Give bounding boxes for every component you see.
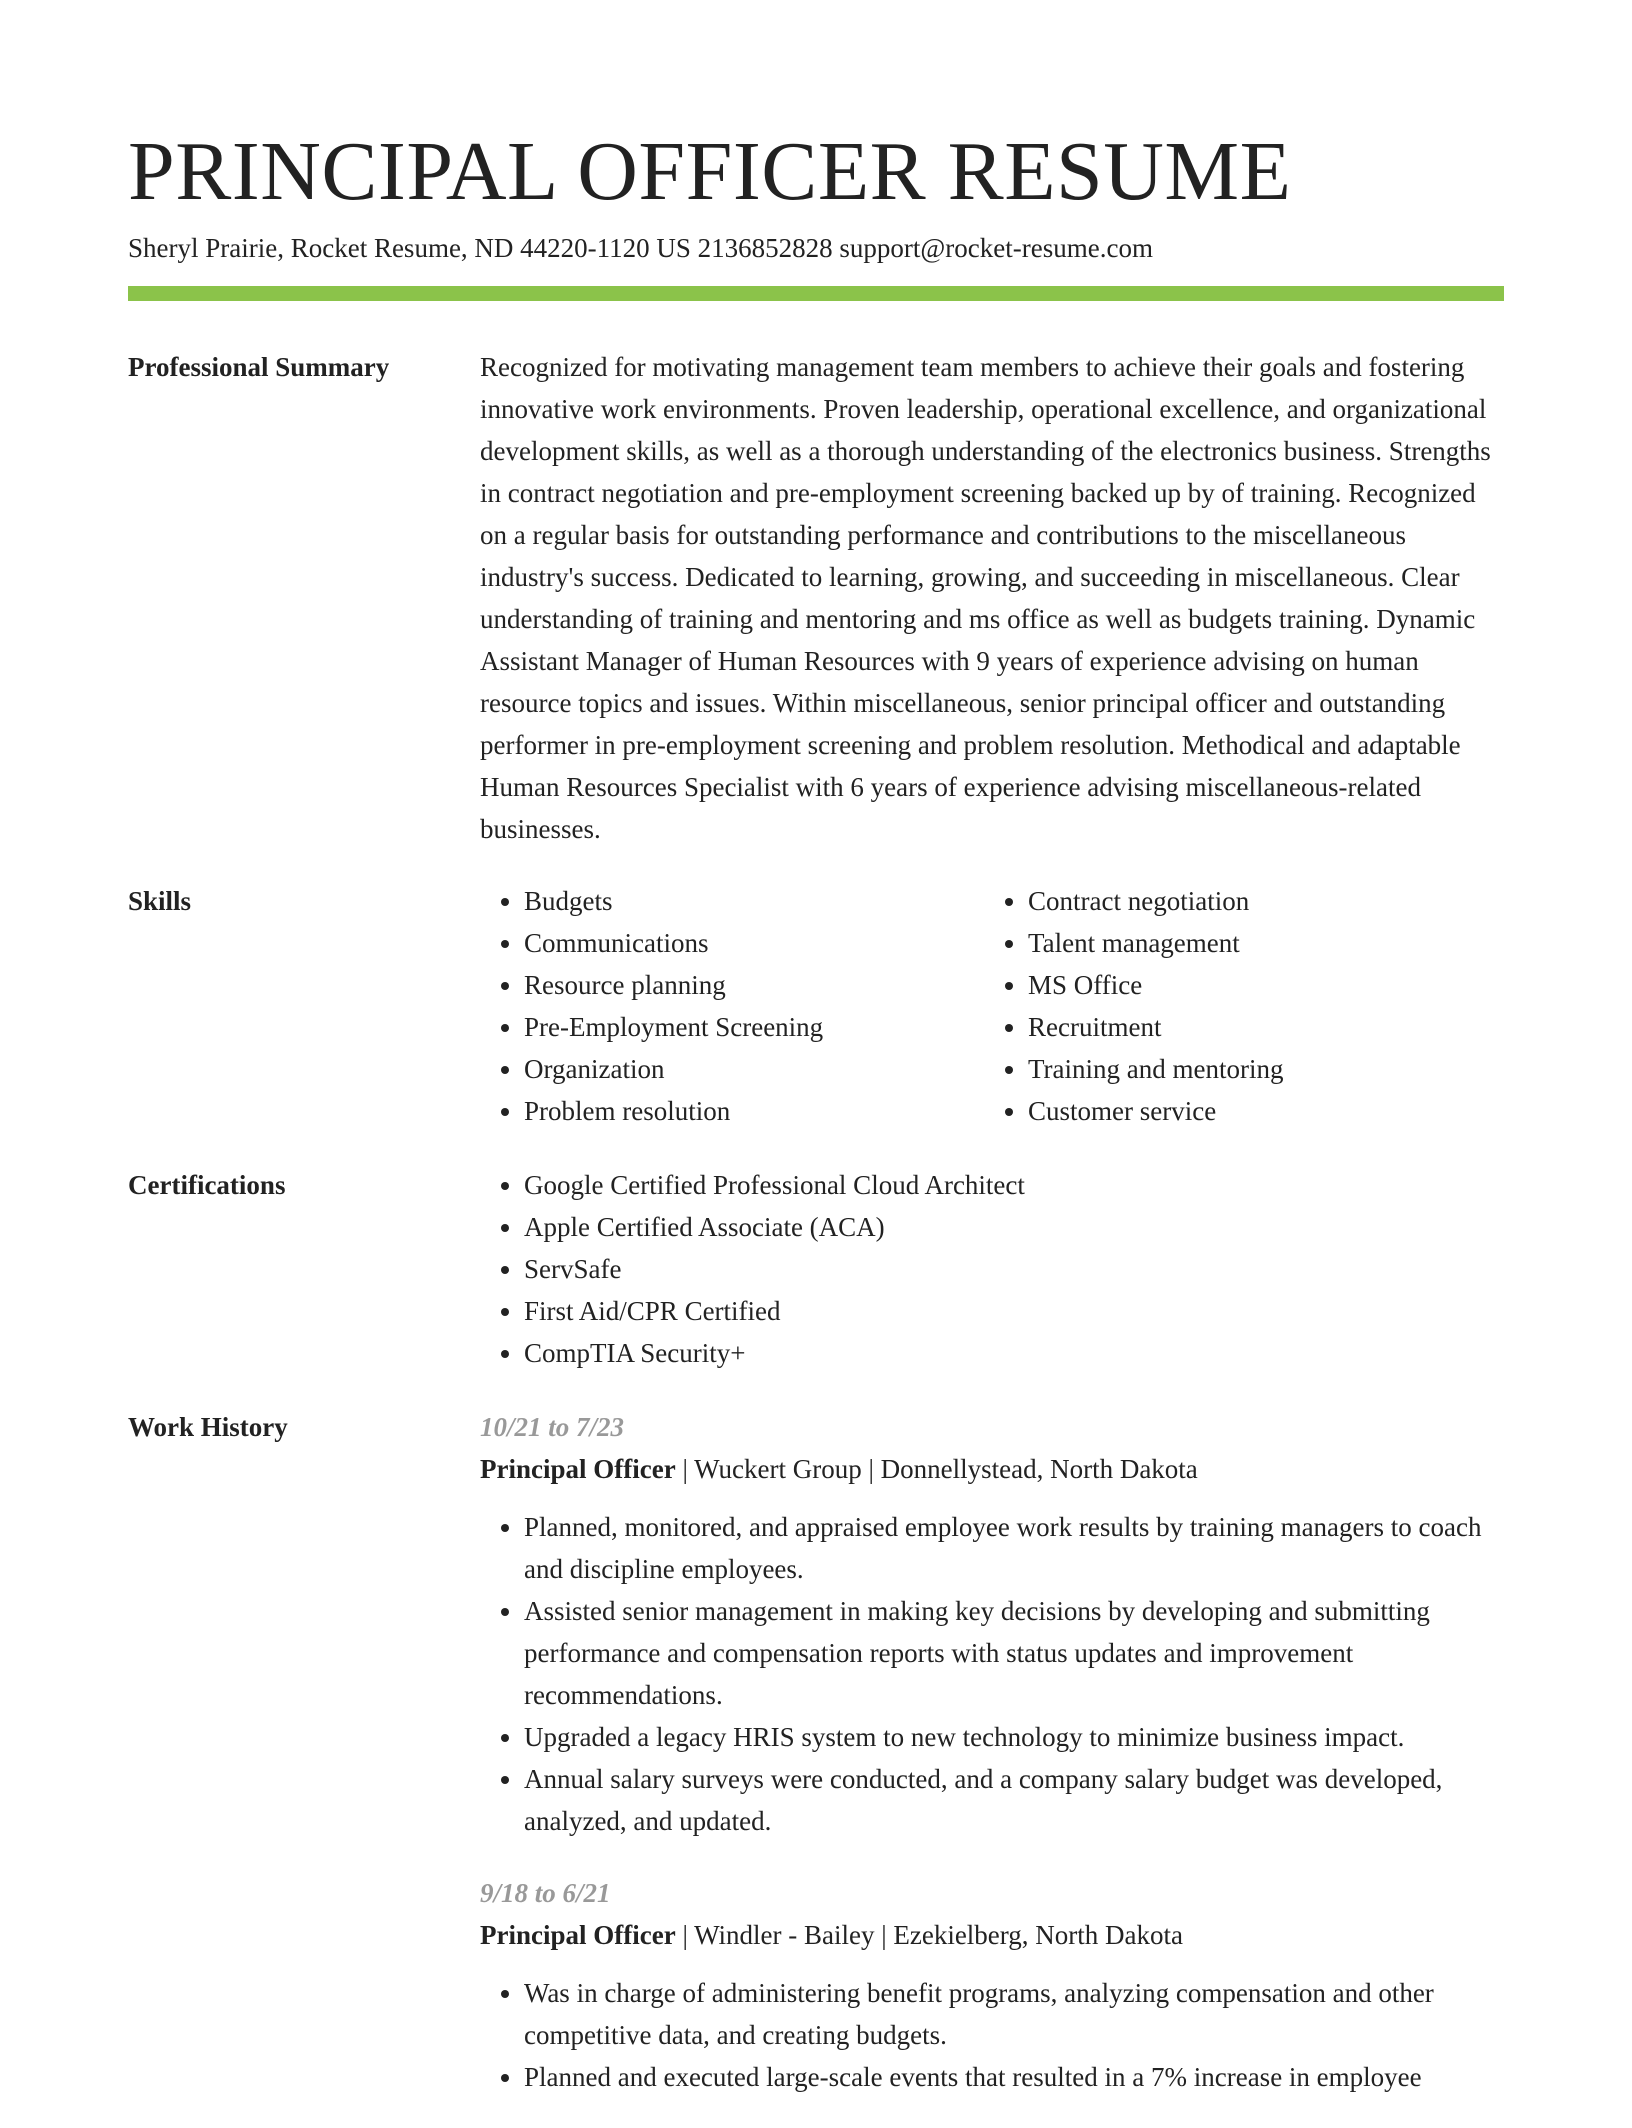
job-bullet: • Upgraded a legacy HRIS system to new technology to minimize business impact. [524, 1716, 1504, 1758]
contact-line: Sheryl Prairie, Rocket Resume, ND 44220-1120 US 2136852828 support@rocket-resume.com [128, 233, 1153, 263]
job-bullet: • Annual salary surveys were conducted, and a company salary budget was developed, analyzed, and updated. [524, 1758, 1504, 1842]
job-date: 9/18 to 6/21 [480, 1878, 611, 1908]
skill-item: • Contract negotiation [1028, 880, 1528, 922]
job-title: Principal Officer [480, 1454, 676, 1484]
certification-item: • First Aid/CPR Certified [524, 1290, 1504, 1332]
skill-item: • Recruitment [1028, 1006, 1528, 1048]
job-bullet: • Planned and executed large-scale events that resulted in a 7% increase in employee [524, 2056, 1504, 2098]
header-divider [128, 286, 1504, 301]
job-title-line [480, 1448, 1504, 1490]
job-bullet: • Assisted senior management in making key decisions by developing and submitting performance and compensation reports with status updates and improvement recommendations. [524, 1590, 1504, 1716]
skill-item: • Customer service [1028, 1090, 1528, 1132]
job-entry [480, 1872, 1504, 2098]
skill-item: • Budgets [524, 880, 1024, 922]
job-entry [480, 1406, 1504, 1842]
job-title: Principal Officer [480, 1920, 676, 1950]
skills-label: Skills [128, 886, 192, 916]
job-date: 10/21 to 7/23 [480, 1412, 625, 1442]
skill-item: • Pre-Employment Screening [524, 1006, 1024, 1048]
skills-body [480, 880, 1504, 1132]
certifications-list [480, 1164, 1504, 1374]
resume-title: PRINCIPAL OFFICER RESUME [128, 125, 1292, 218]
summary-body [480, 346, 1504, 850]
skill-item: • Training and mentoring [1028, 1048, 1528, 1090]
skill-item: • Problem resolution [524, 1090, 1024, 1132]
job-company-location: | Windler - Bailey | Ezekielberg, North Dakota [675, 1920, 1184, 1950]
skill-item: • MS Office [1028, 964, 1528, 1006]
skills-list-right [984, 880, 1528, 1132]
skills-list-left [480, 880, 1024, 1132]
job-bullet: • Planned, monitored, and appraised employee work results by training managers to coach and discipline employees. [524, 1506, 1504, 1590]
job-bullet: • Was in charge of administering benefit programs, analyzing compensation and other competitive data, and creating budgets. [524, 1972, 1504, 2056]
certifications-label: Certifications [128, 1170, 286, 1200]
skills-columns [480, 880, 1504, 1132]
work-history-label: Work History [128, 1412, 288, 1442]
certification-item: • ServSafe [524, 1248, 1504, 1290]
summary-text: Recognized for motivating management team members to achieve their goals and fostering innovative work environments. Proven leadership, operational excellence, and organizational development skills, as well as a thorough understanding of the electronics business. Strengths in contract negotiation and pre-employment screening backed up by of training. Recognized on a regular basis for outstanding performance and contributions to the miscellaneous industry's success. Dedicated to learning, growing, and succeeding in miscellaneous. Clear understanding of training and mentoring and ms office as well as budgets training. Dynamic Assistant Manager of Human Resources with 9 years of experience advising on human resource topics and issues. Within miscellaneous, senior principal officer and outstanding performer in pre-employment screening and problem resolution. Methodical and adaptable Human Resources Specialist with 6 years of experience advising miscellaneous-related businesses. [480, 352, 1491, 844]
summary-label: Professional Summary [128, 352, 390, 382]
certifications-body [480, 1164, 1504, 1374]
certification-item: • Google Certified Professional Cloud Architect [524, 1164, 1504, 1206]
job-company-location: | Wuckert Group | Donnellystead, North Dakota [675, 1454, 1198, 1484]
job-bullets [480, 1972, 1504, 2098]
certification-item: • CompTIA Security+ [524, 1332, 1504, 1374]
skill-item: • Organization [524, 1048, 1024, 1090]
skill-item: • Resource planning [524, 964, 1024, 1006]
skill-item: • Communications [524, 922, 1024, 964]
skill-item: • Talent management [1028, 922, 1528, 964]
certification-item: • Apple Certified Associate (ACA) [524, 1206, 1504, 1248]
job-bullets [480, 1506, 1504, 1842]
work-history-body [480, 1406, 1504, 2128]
job-title-line [480, 1914, 1504, 1956]
